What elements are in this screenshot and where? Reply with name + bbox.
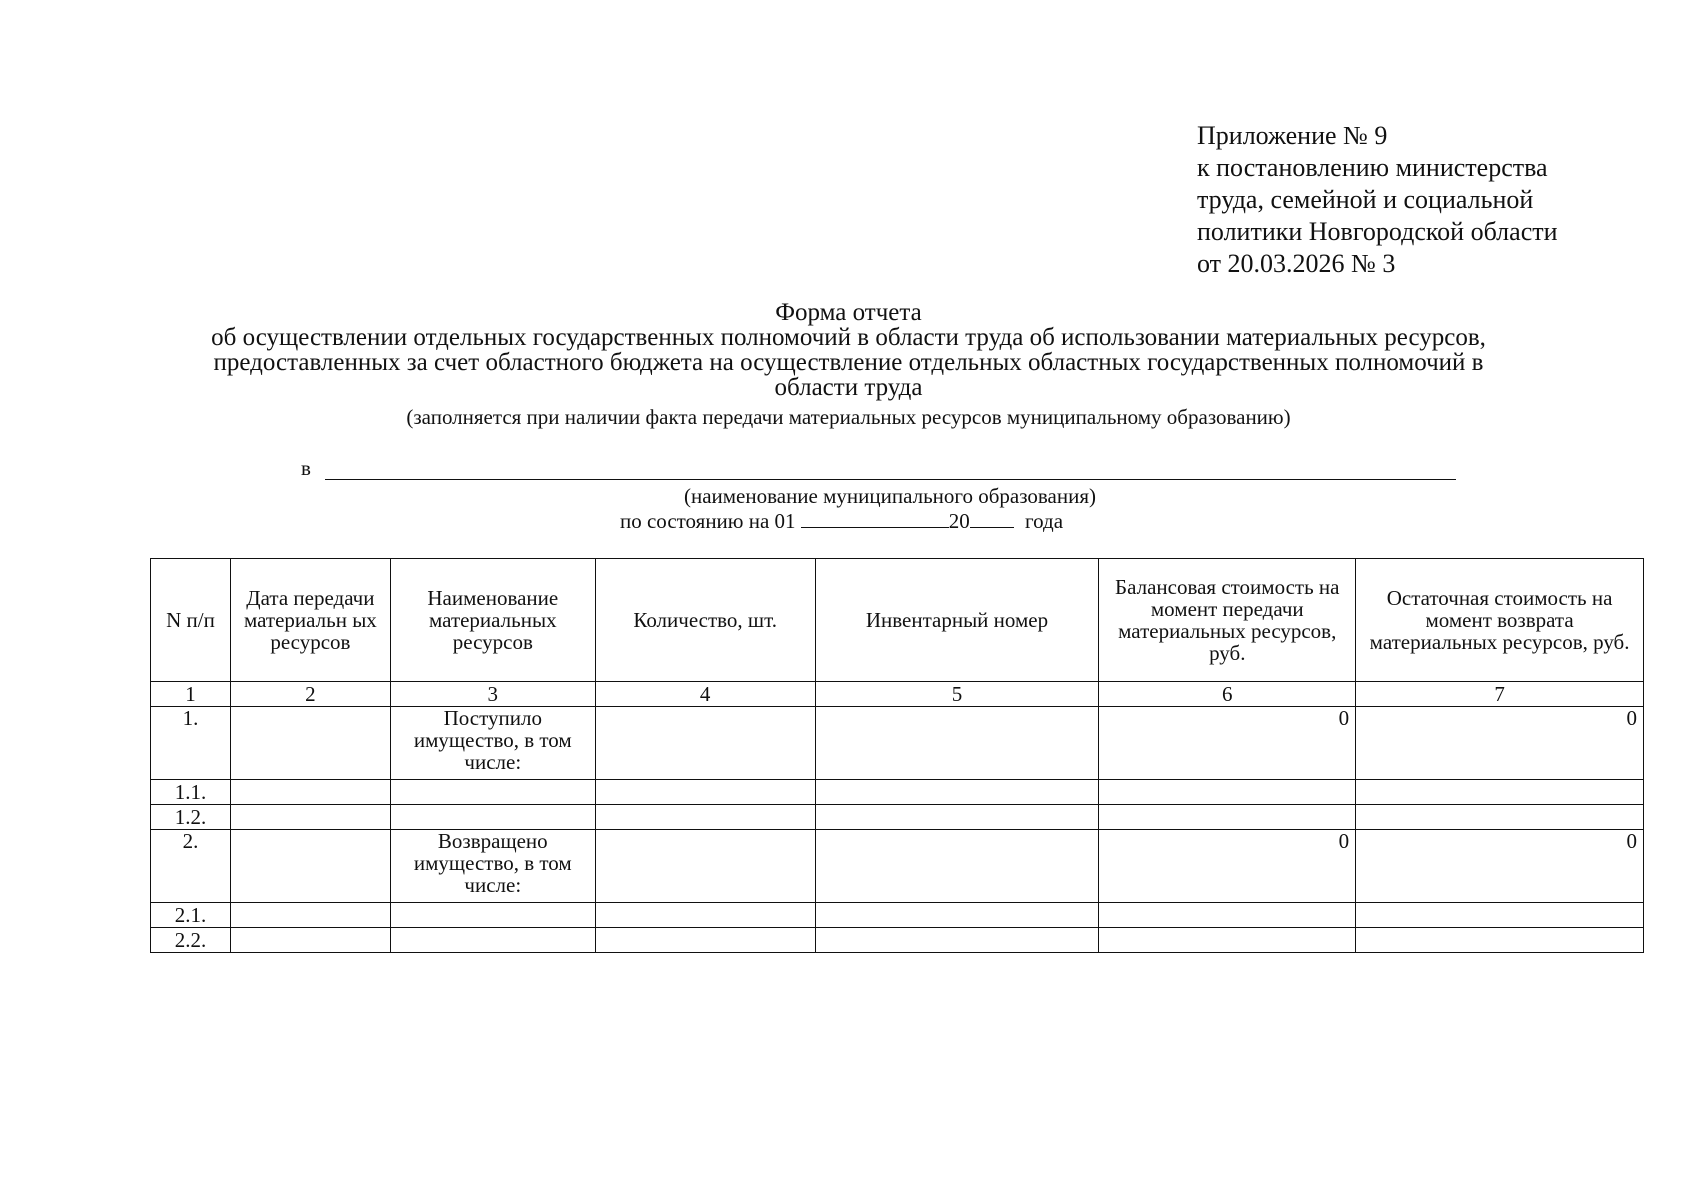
form-subtitle-line: об осуществлении отдельных государственных полномочий в области труда об использовании материальных ресурсов,: [211, 324, 1486, 351]
column-number: 4: [595, 682, 815, 707]
inventory-number-cell[interactable]: [815, 928, 1099, 953]
form-heading: [0, 300, 1697, 432]
resource-name-cell[interactable]: [390, 903, 595, 928]
row-number: 1.1.: [151, 780, 231, 805]
quantity-cell[interactable]: [595, 780, 815, 805]
annex-block: [1197, 120, 1558, 280]
municipality-caption: (наименование муниципального образования): [683, 484, 1097, 508]
report-date-line: [620, 509, 1063, 534]
annex-line: труда, семейной и социальной: [1197, 185, 1534, 214]
column-header: Остаточная стоимость на момент возврата материальных ресурсов, руб.: [1356, 559, 1644, 682]
table-header-row: [151, 559, 1644, 682]
residual-value-cell[interactable]: [1356, 903, 1644, 928]
balance-value-cell[interactable]: [1099, 928, 1356, 953]
table-row: [151, 805, 1644, 830]
quantity-cell[interactable]: [595, 707, 815, 780]
table-row: [151, 903, 1644, 928]
annex-line: от 20.03.2026 № 3: [1197, 249, 1396, 278]
column-header: Дата передачи материальн ых ресурсов: [230, 559, 390, 682]
column-number-row: [151, 682, 1644, 707]
quantity-cell[interactable]: [595, 830, 815, 903]
residual-value-cell[interactable]: 0: [1356, 830, 1644, 903]
form-subtitle-line: предоставленных за счет областного бюджета на осуществление отдельных областных государственных полномочий в: [213, 349, 1484, 376]
residual-value-cell[interactable]: [1356, 780, 1644, 805]
residual-value-cell[interactable]: [1356, 805, 1644, 830]
row-number: 2.2.: [151, 928, 231, 953]
column-header: Количество, шт.: [595, 559, 815, 682]
resource-name-cell[interactable]: [390, 928, 595, 953]
date-suffix: года: [1025, 509, 1064, 533]
column-header: Наименование материальных ресурсов: [390, 559, 595, 682]
column-header: Инвентарный номер: [815, 559, 1099, 682]
municipality-prefix: в: [301, 456, 311, 480]
column-number: 3: [390, 682, 595, 707]
column-number: 5: [815, 682, 1099, 707]
column-number: 6: [1099, 682, 1356, 707]
date-cell[interactable]: [230, 805, 390, 830]
date-cell[interactable]: [230, 928, 390, 953]
annex-line: политики Новгородской области: [1197, 217, 1558, 246]
inventory-number-cell[interactable]: [815, 903, 1099, 928]
form-subtitle-line: области труда: [774, 374, 923, 401]
residual-value-cell[interactable]: 0: [1356, 707, 1644, 780]
resource-name-cell[interactable]: [390, 780, 595, 805]
table-row: [151, 707, 1644, 780]
quantity-cell[interactable]: [595, 928, 815, 953]
municipality-blank-line[interactable]: [325, 479, 1456, 480]
annex-line: Приложение № 9: [1197, 121, 1388, 150]
table-row: [151, 780, 1644, 805]
inventory-number-cell[interactable]: [815, 830, 1099, 903]
row-number: 1.: [151, 707, 231, 780]
row-number: 2.: [151, 830, 231, 903]
year-prefix: 20: [948, 509, 970, 533]
row-number: 1.2.: [151, 805, 231, 830]
balance-value-cell[interactable]: 0: [1099, 830, 1356, 903]
inventory-number-cell[interactable]: [815, 780, 1099, 805]
column-number: 2: [230, 682, 390, 707]
inventory-number-cell[interactable]: [815, 707, 1099, 780]
residual-value-cell[interactable]: [1356, 928, 1644, 953]
form-note: (заполняется при наличии факта передачи материальных ресурсов муниципальному образованию): [406, 405, 1291, 429]
month-blank[interactable]: [801, 509, 949, 528]
report-table: [150, 558, 1644, 953]
balance-value-cell[interactable]: 0: [1099, 707, 1356, 780]
table-row: [151, 928, 1644, 953]
row-number: 2.1.: [151, 903, 231, 928]
balance-value-cell[interactable]: [1099, 805, 1356, 830]
resource-name-cell: Поступило имущество, в том числе:: [390, 707, 595, 780]
year-blank[interactable]: [970, 509, 1014, 528]
date-cell[interactable]: [230, 903, 390, 928]
column-number: 7: [1356, 682, 1644, 707]
column-number: 1: [151, 682, 231, 707]
column-header: N п/п: [151, 559, 231, 682]
table-row: [151, 830, 1644, 903]
annex-line: к постановлению министерства: [1197, 153, 1548, 182]
date-cell[interactable]: [230, 780, 390, 805]
date-prefix: по состоянию на 01: [620, 509, 796, 533]
resource-name-cell: Возвращено имущество, в том числе:: [390, 830, 595, 903]
quantity-cell[interactable]: [595, 805, 815, 830]
column-header: Балансовая стоимость на момент передачи материальных ресурсов, руб.: [1099, 559, 1356, 682]
inventory-number-cell[interactable]: [815, 805, 1099, 830]
date-cell[interactable]: [230, 830, 390, 903]
balance-value-cell[interactable]: [1099, 903, 1356, 928]
date-cell[interactable]: [230, 707, 390, 780]
balance-value-cell[interactable]: [1099, 780, 1356, 805]
quantity-cell[interactable]: [595, 903, 815, 928]
resource-name-cell[interactable]: [390, 805, 595, 830]
form-title: Форма отчета: [775, 299, 922, 326]
